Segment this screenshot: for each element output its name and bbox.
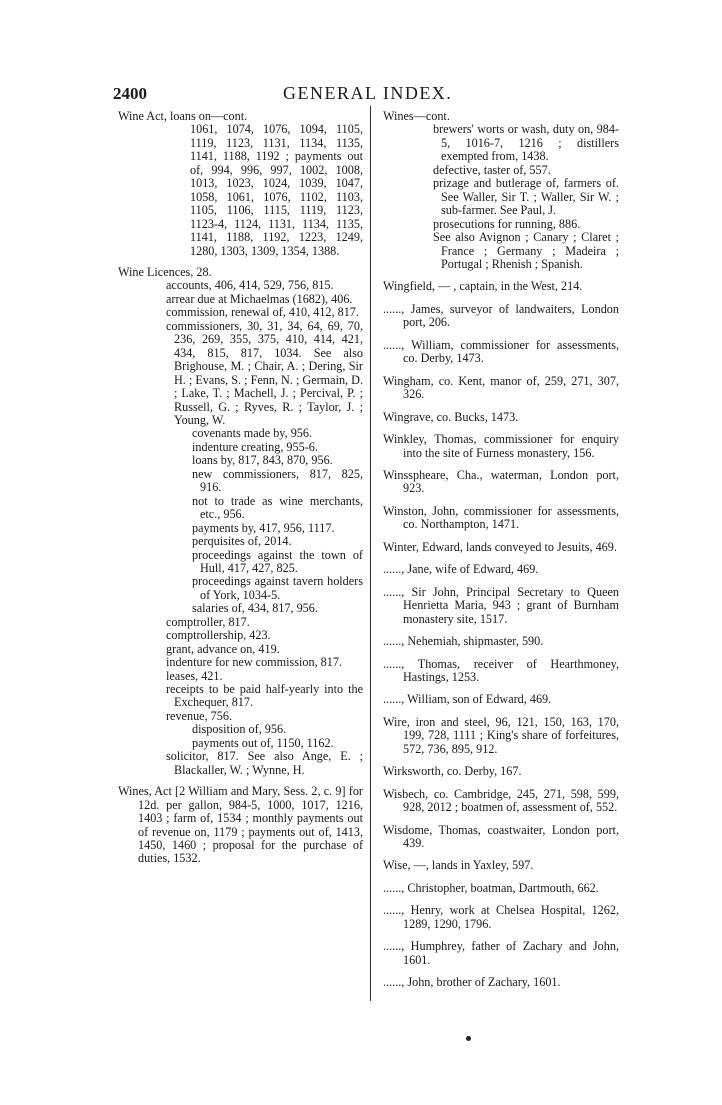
index-entry: Wisdome, Thomas, coastwaiter, London port, 439. bbox=[383, 822, 619, 851]
index-entry: brewers' worts or wash, duty on, 984-5, 1016-7, 1216 ; distillers exempted from, 1438. bbox=[433, 122, 619, 164]
index-entry: ......, William, son of Edward, 469. bbox=[383, 692, 552, 707]
index-entry: salaries of, 434, 817, 956. bbox=[192, 601, 318, 616]
index-entry: ......, Humphrey, father of Zachary and John, 1601. bbox=[383, 939, 619, 967]
index-entry: Wingham, co. Kent, manor of, 259, 271, 307, 326. bbox=[383, 373, 619, 402]
index-entry: ......, Thomas, receiver of Hearthmoney, Hastings, 1253. bbox=[383, 656, 619, 684]
index-entry: Wise, —, lands in Yaxley, 597. bbox=[383, 858, 534, 873]
index-entry: proceedings against tavern holders of York, 1034-5. bbox=[192, 574, 363, 602]
index-entry: loans by, 817, 843, 870, 956. bbox=[192, 453, 333, 468]
index-entry: ......, James, surveyor of landwaiters, London port, 206. bbox=[383, 301, 619, 330]
index-entry: Wine Licences, 28. bbox=[118, 264, 212, 279]
index-entry: Wingrave, co. Bucks, 1473. bbox=[383, 409, 519, 424]
index-entry: ......, Sir John, Principal Secretary to Queen Henrietta Maria, 943 ; grant of Burnham monastery site, 1517. bbox=[383, 584, 619, 626]
index-entry: solicitor, 817. See also Ange, E. ; Blackaller, W. ; Wynne, H. bbox=[166, 749, 363, 777]
index-entry: payments out of, 1150, 1162. bbox=[192, 735, 334, 750]
left-column bbox=[118, 110, 363, 866]
index-entry: commission, renewal of, 410, 412, 817. bbox=[166, 305, 359, 320]
index-entry: grant, advance on, 419. bbox=[166, 641, 280, 656]
page-mark bbox=[466, 1036, 471, 1041]
index-entry: Wines—cont. bbox=[383, 109, 450, 123]
index-entry: See also Avignon ; Canary ; Claret ; France ; Germany ; Madeira ; Portugal ; Rhenish ; Spanish. bbox=[433, 230, 619, 271]
index-entry: receipts to be paid half-yearly into the Exchequer, 817. bbox=[166, 682, 363, 710]
index-entry: disposition of, 956. bbox=[192, 722, 287, 737]
index-entry: commissioners, 30, 31, 34, 64, 69, 70, 236, 269, 355, 375, 410, 414, 421, 434, 815, 817, 1034. See also Brighouse, M. ; Chair, A. ; Dering, Sir H. ; Evans, S. ; Fenn, N. ; Germain, D. ; Lake, T. ; Machell, J. ; Percival, P. ; Russell, G. ; Ryves, R. ; Taylor, J. ; Young, W. bbox=[166, 318, 363, 427]
index-entry: Wine Act, loans on—cont. bbox=[118, 109, 248, 123]
index-entry: Wire, iron and steel, 96, 121, 150, 163, 170, 199, 728, 1111 ; King's share of forfeitures, 572, 736, 895, 912. bbox=[383, 714, 619, 756]
index-entry: perquisites of, 2014. bbox=[192, 534, 292, 549]
index-entry: Winsspheare, Cha., waterman, London port, 923. bbox=[383, 467, 619, 496]
index-entry: proceedings against the town of Hull, 417, 427, 825. bbox=[192, 547, 363, 575]
index-entry: prizage and butlerage of, farmers of. See Waller, Sir T. ; Waller, Sir W. ; sub-farmer. See Paul, J. bbox=[433, 176, 619, 218]
index-entry: Winter, Edward, lands conveyed to Jesuits, 469. bbox=[383, 539, 617, 554]
page-number: 2400 bbox=[113, 84, 147, 103]
index-entry: new commissioners, 817, 825, 916. bbox=[192, 466, 363, 495]
index-entry: accounts, 406, 414, 529, 756, 815. bbox=[166, 278, 334, 293]
index-entry: comptrollership, 423. bbox=[166, 628, 271, 643]
running-title: GENERAL INDEX. bbox=[283, 83, 453, 103]
column-divider bbox=[370, 106, 371, 1001]
index-entry: leases, 421. bbox=[166, 668, 223, 683]
index-entry: Wingfield, — , captain, in the West, 214. bbox=[383, 279, 583, 294]
index-entry: ......, Christopher, boatman, Dartmouth, 662. bbox=[383, 880, 599, 895]
index-entry: Winston, John, commissioner for assessments, co. Northampton, 1471. bbox=[383, 503, 619, 532]
index-entry: Wisbech, co. Cambridge, 245, 271, 598, 599, 928, 2012 ; boatmen of, assessment of, 552. bbox=[383, 786, 619, 815]
index-entry: not to trade as wine merchants, etc., 956. bbox=[192, 493, 363, 522]
index-entry: ......, Henry, work at Chelsea Hospital, 1262, 1289, 1290, 1796. bbox=[383, 903, 619, 931]
index-entry: payments by, 417, 956, 1117. bbox=[192, 520, 335, 535]
index-entry: ......, John, brother of Zachary, 1601. bbox=[383, 975, 561, 990]
index-entry: Wines, Act [2 William and Mary, Sess. 2, c. 9] for 12d. per gallon, 984-5, 1000, 1017, 1216, 1403 ; farm of, 1534 ; monthly payments out of revenue on, 1179 ; payments out of, 1413, 1450, 1460 ; proposal for the purchase of duties, 1532. bbox=[118, 784, 363, 866]
index-entry: comptroller, 817. bbox=[166, 614, 250, 629]
index-entry: Wirksworth, co. Derby, 167. bbox=[383, 764, 522, 779]
index-entry: indenture creating, 955-6. bbox=[192, 439, 318, 454]
index-entry: covenants made by, 956. bbox=[192, 426, 313, 441]
index-entry: arrear due at Michaelmas (1682), 406. bbox=[166, 291, 353, 306]
index-entry: 1061, 1074, 1076, 1094, 1105, 1119, 1123, 1131, 1134, 1135, 1141, 1188, 1192 ; payments out of, 994, 996, 997, 1002, 1008, 1013, 1023, 1024, 1039, 1047, 1058, 1061, 1076, 1102, 1103, 1105, 1106, 1115, 1119, 1123, 1123-4, 1124, 1131, 1134, 1135, 1141, 1188, 1192, 1223, 1249, 1280, 1303, 1309, 1354, 1388. bbox=[190, 122, 363, 258]
index-entry: defective, taster of, 557. bbox=[433, 162, 551, 177]
index-entry: revenue, 756. bbox=[166, 708, 232, 723]
right-column bbox=[383, 110, 619, 990]
index-entry: ......, William, commissioner for assessments, co. Derby, 1473. bbox=[383, 337, 619, 366]
index-entry: indenture for new commission, 817. bbox=[166, 655, 343, 670]
index-entry: prosecutions for running, 886. bbox=[433, 216, 581, 231]
index-entry: Winkley, Thomas, commissioner for enquiry into the site of Furness monastery, 156. bbox=[383, 432, 619, 460]
index-entry: ......, Nehemiah, shipmaster, 590. bbox=[383, 634, 544, 649]
index-entry: ......, Jane, wife of Edward, 469. bbox=[383, 562, 539, 577]
